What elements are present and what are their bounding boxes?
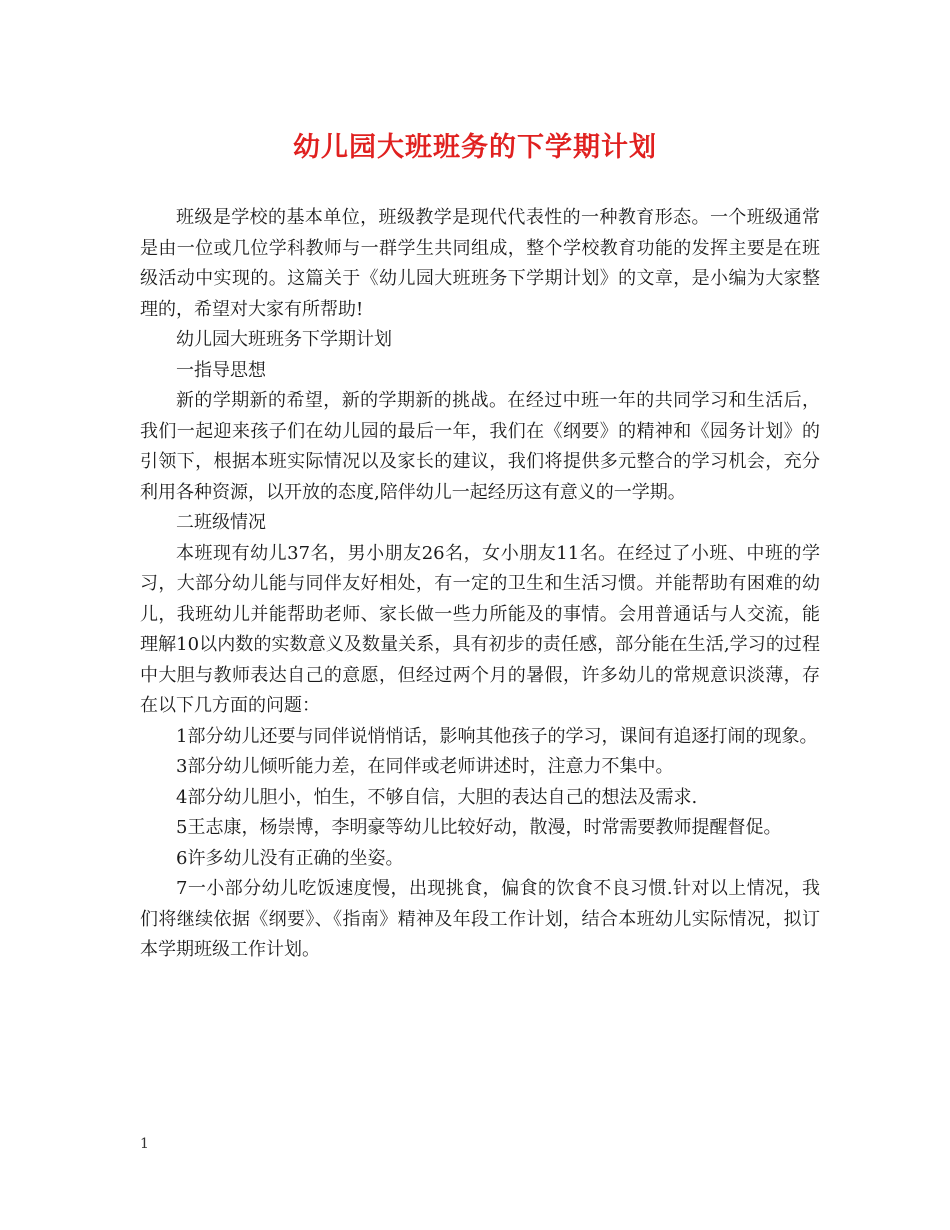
plan-heading: 幼儿园大班班务下学期计划 [176, 329, 392, 350]
problem-item-7: 7一小部分幼儿吃饭速度慢，出现挑食，偏食的饮食不良习惯.针对以上情况，我们将继续依据《纲要》、《指南》精神及年段工作计划，结合本班幼儿实际情况，拟订本学期班级工作计划。 [140, 878, 820, 960]
class-situation-paragraph: 本班现有幼儿37名，男小朋友26名，女小朋友11名。在经过了小班、中班的学习，大部分幼儿能与同伴友好相处，有一定的卫生和生活习惯。并能帮助有困难的幼儿，我班幼儿并能帮助老师、家长做一些力所能及的事情。会用普通话与人交流，能理解10以内数的实数意义及数量关系，具有初步的责任感，部分能在生活,学习的过程中大胆与教师表达自己的意愿，但经过两个月的暑假，许多幼儿的常规意识淡薄，存在以下几方面的问题： [140, 542, 820, 716]
section-heading-class-situation: 二班级情况 [176, 512, 266, 533]
problem-item-4: 4部分幼儿胆小，怕生，不够自信，大胆的表达自己的想法及需求. [176, 786, 698, 808]
problem-item-3: 3部分幼儿倾听能力差，在同伴或老师讲述时，注意力不集中。 [176, 756, 674, 777]
page-number: 1 [140, 1136, 149, 1152]
problem-item-5: 5王志康，杨崇博，李明豪等幼儿比较好动，散漫，时常需要教师提醒督促。 [176, 817, 782, 838]
guiding-thought-paragraph: 新的学期新的希望，新的学期新的挑战。在经过中班一年的共同学习和生活后，我们一起迎来孩子们在幼儿园的最后一年，我们在《纲要》的精神和《园务计划》的引领下，根据本班实际情况以及家长的建议，我们将提供多元整合的学习机会，充分利用各种资源，以开放的态度,陪伴幼儿一起经历这有意义的一学期。 [140, 390, 820, 503]
problem-item-6: 6许多幼儿没有正确的坐姿。 [176, 847, 404, 869]
intro-paragraph: 班级是学校的基本单位，班级教学是现代代表性的一种教育形态。一个班级通常是由一位或几位学科教师与一群学生共同组成，整个学校教育功能的发挥主要是在班级活动中实现的。这篇关于《幼儿园大班班务下学期计划》的文章，是小编为大家整理的，希望对大家有所帮助! [140, 207, 820, 320]
document-title: 幼儿园大班班务的下学期计划 [293, 132, 657, 163]
document-body [140, 203, 820, 966]
problem-item-1: 1部分幼儿还要与同伴说悄悄话，影响其他孩子的学习，课间有追逐打闹的现象。 [176, 725, 818, 747]
section-heading-guiding-thought: 一指导思想 [176, 359, 266, 381]
